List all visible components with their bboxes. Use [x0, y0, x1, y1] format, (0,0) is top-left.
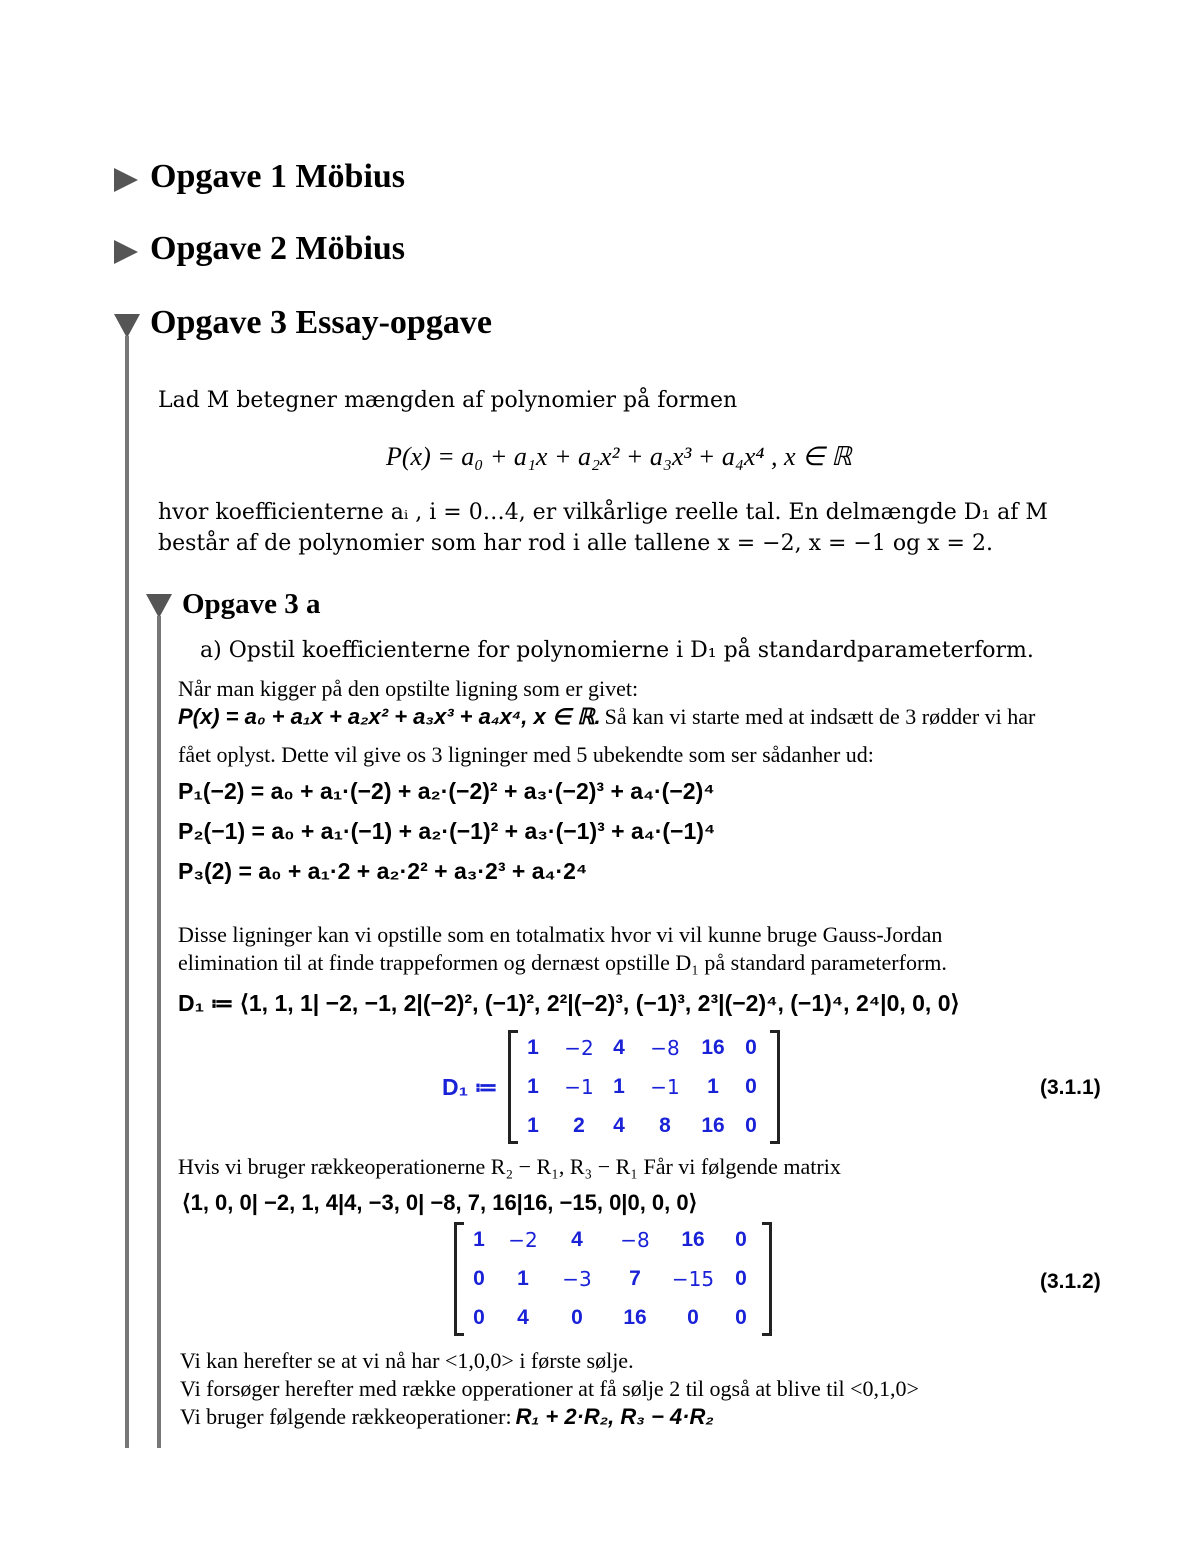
matrix1-cell: 4 [613, 1114, 625, 1137]
equation-number-1: (3.1.1) [1040, 1076, 1101, 1099]
matrix1-cell: −1 [650, 1075, 680, 1099]
matrix2-cell: 7 [629, 1267, 641, 1290]
collapse-arrow-icon[interactable] [114, 168, 138, 192]
matrix2-cell: 16 [681, 1228, 705, 1251]
equation-p1: P₁(−2) = a₀ + a₁·(−2) + a₂·(−2)² + a₃·(−2)³ + a₄·(−2)⁴ [178, 778, 715, 804]
matrix1-cell: 16 [701, 1036, 725, 1059]
conclusion-line-1: Vi kan herefter se at vi nå har <1,0,0> i første sølje. [180, 1348, 634, 1373]
matrix2-cell: −2 [508, 1228, 538, 1252]
conclusion-line-2: Vi forsøger herefter med række opperationer at få sølje 2 til også at blive til <0,1,0> [180, 1376, 919, 1401]
matrix1-cell: 0 [745, 1036, 757, 1059]
matrix-1 [508, 1030, 780, 1144]
intro-line-2: hvor koefficienterne aᵢ , i = 0…4, er vilkårlige reelle tal. En delmængde D₁ af M [158, 500, 1048, 525]
subsection-bracket-line [157, 616, 161, 1448]
answer-line-1: Når man kigger på den opstilte ligning som er givet: [178, 676, 639, 701]
matrix1-cell: 1 [707, 1075, 719, 1098]
equation-number-2: (3.1.2) [1040, 1270, 1101, 1293]
answer-line-2-text: Så kan vi starte med at indsætt de 3 rødder vi har [604, 704, 1036, 729]
matrix2-cell: −3 [562, 1267, 592, 1291]
matrix2-cell: 0 [687, 1306, 699, 1329]
row-operations-formula: R₁ + 2·R₂, R₃ − 4·R₂ [515, 1404, 714, 1429]
matrix1-cell: 1 [527, 1036, 539, 1059]
matrix1-cell: 4 [613, 1036, 625, 1059]
intro-line-3: består af de polynomier som har rod i alle tallene x = −2, x = −1 og x = 2. [158, 531, 993, 556]
polynomial-formula-bold: P(x) = a₀ + a₁x + a₂x² + a₃x³ + a₄x⁴, x ∈ ℝ. [178, 704, 601, 729]
matrix-1-label: D₁ ≔ [442, 1074, 498, 1100]
matrix2-cell: 0 [473, 1306, 485, 1329]
matrix1-cell: 0 [745, 1075, 757, 1098]
row-operations-line: Hvis vi bruger rækkeoperationerne R₂ − R₁, R₃ − R₁ Får vi følgende matrix [178, 1154, 841, 1179]
answer-line-2 [178, 704, 1035, 730]
matrix2-cell: −15 [671, 1267, 715, 1291]
matrix1-cell: −8 [650, 1036, 680, 1060]
conclusion-line-3-text: Vi bruger følgende rækkeoperationer: [180, 1404, 512, 1429]
matrix2-cell: 1 [517, 1267, 529, 1290]
matrix1-cell: −2 [564, 1036, 594, 1060]
matrix2-cell: 0 [571, 1306, 583, 1329]
matrix2-cell: 0 [473, 1267, 485, 1290]
section-title-opgave-3: Opgave 3 Essay-opgave [150, 304, 492, 341]
matrix2-cell: −8 [620, 1228, 650, 1252]
task-a-statement: a) Opstil koefficienterne for polynomierne i D₁ på standardparameterform. [200, 638, 1034, 663]
matrix2-cell: 1 [473, 1228, 485, 1251]
matrix2-cell: 0 [735, 1228, 747, 1251]
equation-p2: P₂(−1) = a₀ + a₁·(−1) + a₂·(−1)² + a₃·(−1)³ + a₄·(−1)⁴ [178, 818, 716, 844]
expand-arrow-icon[interactable] [114, 314, 140, 338]
answer-line-3: fået oplyst. Dette vil give os 3 ligninger med 5 ubekendte som ser sådanher ud: [178, 742, 874, 767]
matrix2-cell: 0 [735, 1267, 747, 1290]
matrix2-cell: 0 [735, 1306, 747, 1329]
matrix-2 [454, 1222, 772, 1336]
matrix1-cell: 16 [701, 1114, 725, 1137]
matrix1-cell: −1 [564, 1075, 594, 1099]
matrix1-cell: 2 [573, 1114, 585, 1137]
equation-p3: P₃(2) = a₀ + a₁·2 + a₂·2² + a₃·2³ + a₄·2⁴ [178, 858, 588, 884]
subsection-title-opgave-3a: Opgave 3 a [182, 588, 321, 620]
section-title-opgave-2: Opgave 2 Möbius [150, 230, 406, 267]
collapse-arrow-icon[interactable] [114, 240, 138, 264]
matrix-2-definition: ⟨1, 0, 0| −2, 1, 4|4, −3, 0| −8, 7, 16|16, −15, 0|0, 0, 0⟩ [182, 1190, 698, 1215]
matrix1-cell: 8 [659, 1114, 671, 1137]
paragraph-line-2: elimination til at finde trappeformen og dernæst opstille D₁ på standard parameterform. [178, 950, 947, 975]
section-title-opgave-1: Opgave 1 Möbius [150, 158, 406, 195]
expand-arrow-icon[interactable] [146, 594, 172, 618]
matrix1-cell: 0 [745, 1114, 757, 1137]
intro-line-1: Lad M betegner mængden af polynomier på formen [158, 388, 738, 413]
paragraph-line-1: Disse ligninger kan vi opstille som en totalmatix hvor vi vil kunne bruge Gauss-Jordan [178, 922, 943, 947]
matrix2-cell: 16 [623, 1306, 647, 1329]
matrix2-cell: 4 [571, 1228, 583, 1251]
conclusion-line-3 [180, 1404, 714, 1430]
matrix1-cell: 1 [527, 1075, 539, 1098]
d1-definition: D₁ ≔ ⟨1, 1, 1| −2, −1, 2|(−2)², (−1)², 2²|(−2)³, (−1)³, 2³|(−2)⁴, (−1)⁴, 2⁴|0, 0, 0⟩ [178, 990, 960, 1016]
polynomial-formula: P(x) = a₀ + a₁x + a₂x² + a₃x³ + a₄x⁴ , x ∈ ℝ [386, 442, 852, 471]
matrix2-cell: 4 [517, 1306, 529, 1329]
section-bracket-line [125, 336, 129, 1448]
matrix1-cell: 1 [613, 1075, 625, 1098]
matrix1-cell: 1 [527, 1114, 539, 1137]
